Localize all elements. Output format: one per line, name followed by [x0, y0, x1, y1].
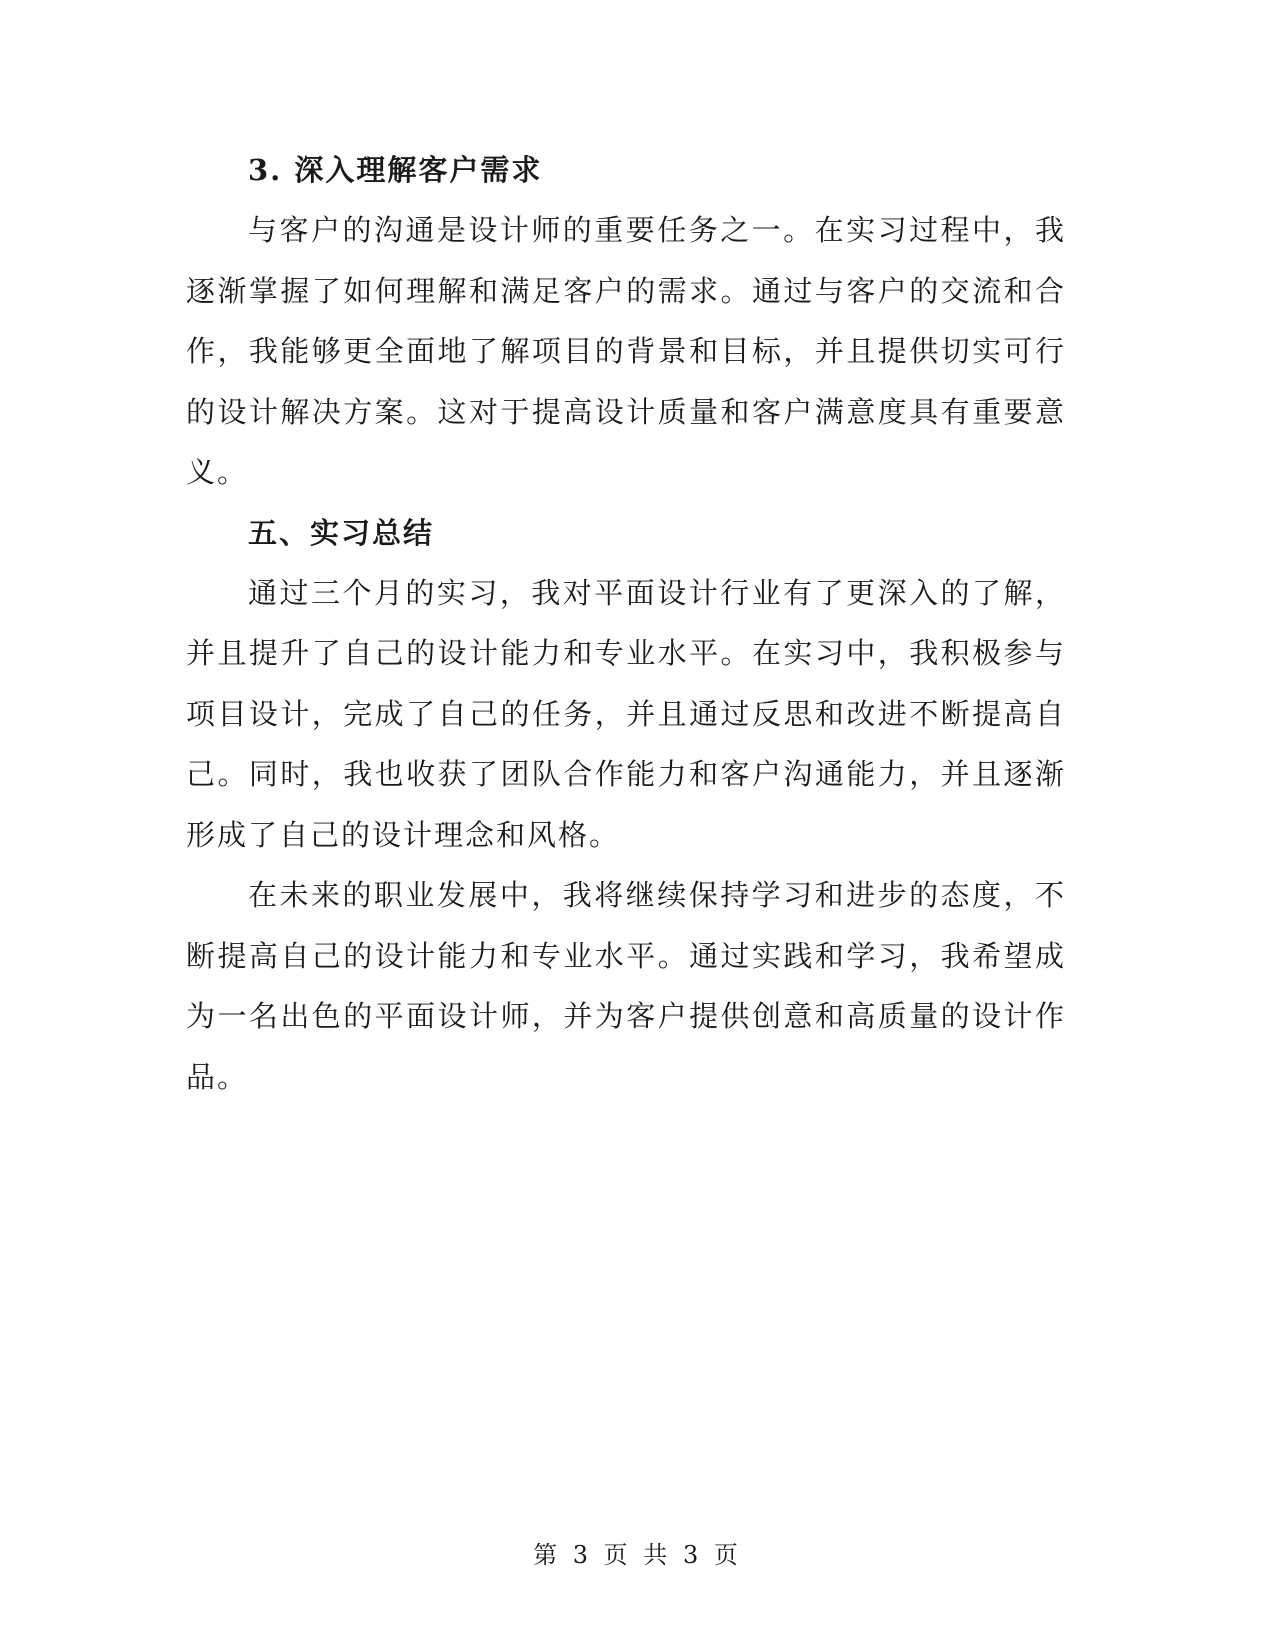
page-number-footer: 第 3 页 共 3 页 [533, 1541, 742, 1569]
section-heading-internship-summary: 五、实习总结 [248, 515, 435, 550]
paragraph-future-career: 在未来的职业发展中，我将继续保持学习和进步的态度，不断提高自己的设计能力和专业水平。通过实践和学习，我希望成为一名出色的平面设计师，并为客户提供创意和高质量的设计作品。 [186, 878, 1066, 1094]
paragraph-client-communication: 与客户的沟通是设计师的重要任务之一。在实习过程中，我逐渐掌握了如何理解和满足客户的需求。通过与客户的交流和合作，我能够更全面地了解项目的背景和目标，并且提供切实可行的设计解决方案。这对于提高设计质量和客户满意度具有重要意义。 [186, 213, 1066, 489]
paragraph-internship-summary: 通过三个月的实习，我对平面设计行业有了更深入的了解，并且提升了自己的设计能力和专业水平。在实习中，我积极参与项目设计，完成了自己的任务，并且通过反思和改进不断提高自己。同时，我也收获了团队合作能力和客户沟通能力，并且逐渐形成了自己的设计理念和风格。 [186, 575, 1066, 852]
section-heading-understand-client-needs: 3. 深入理解客户需求 [248, 153, 543, 187]
document-body [186, 140, 1066, 1107]
